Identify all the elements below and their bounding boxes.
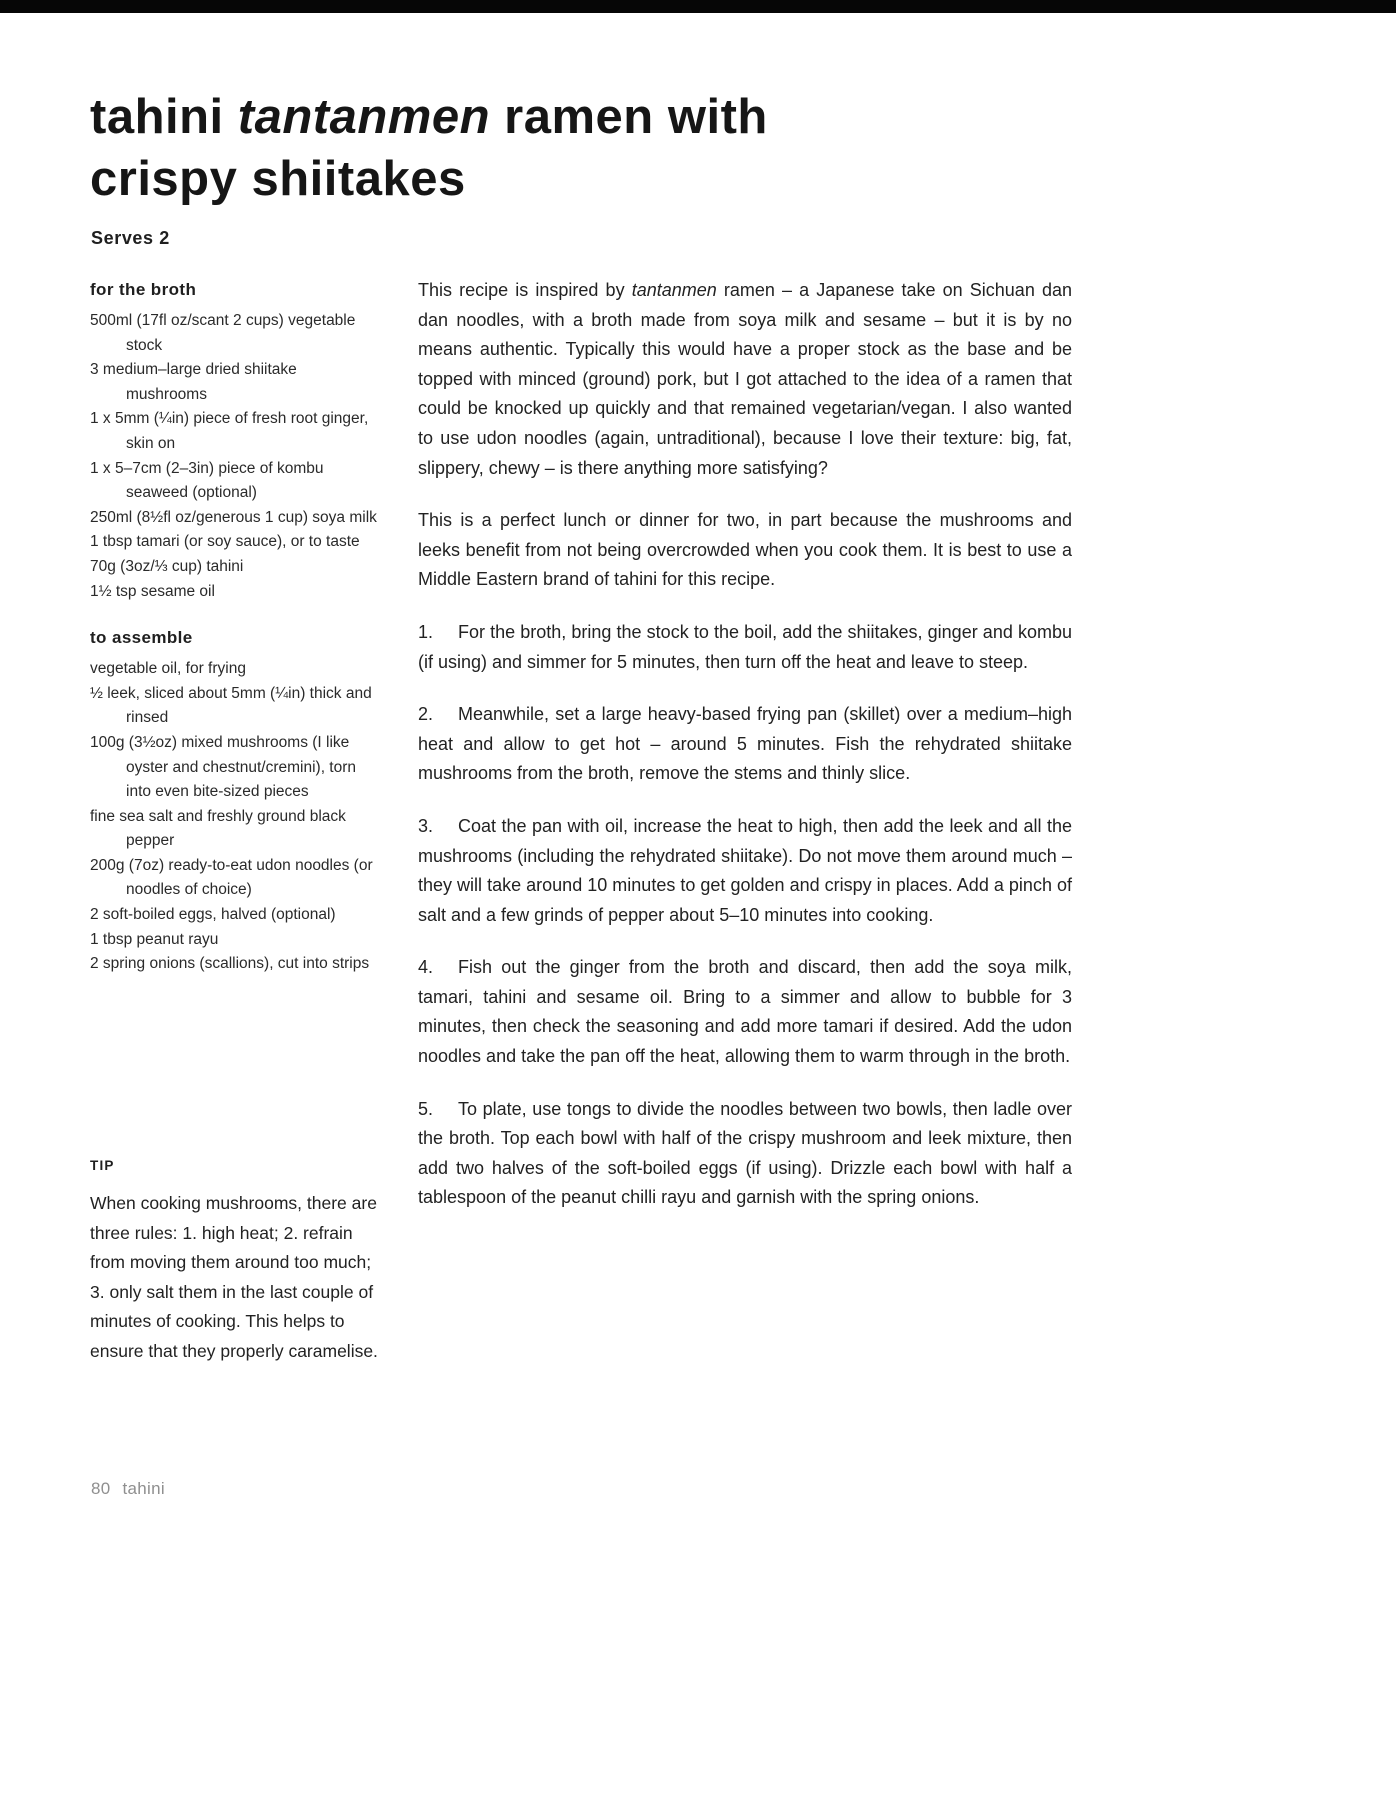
title-text: ramen with xyxy=(490,90,768,144)
ingredient-item: 200g (7oz) ready-to-eat udon noodles (or noodles of choice) xyxy=(90,856,373,899)
ingredients-list-broth xyxy=(90,309,382,604)
step-text: Meanwhile, set a large heavy-based frying pan (skillet) over a medium–high heat and allow to get hot – around 5 minutes. Fish the rehydrated shiitake mushrooms from the broth, remove the stems and thinly slice. xyxy=(418,704,1072,784)
ingredient-item: 3 medium–large dried shiitake mushrooms xyxy=(90,361,297,403)
tip-box xyxy=(90,1158,380,1366)
step-number: 3. xyxy=(418,815,434,836)
ingredient-item: 500ml (17fl oz/scant 2 cups) vegetable stock xyxy=(90,312,356,354)
title-line-1 xyxy=(90,90,768,144)
step-number: 2. xyxy=(418,704,434,725)
ingredient-item: 100g (3½oz) mixed mushrooms (I like oyster and chestnut/cremini), torn into even bite-sized pieces xyxy=(90,733,357,801)
step-number: 1. xyxy=(418,621,434,642)
ingredient-item: fine sea salt and freshly ground black pepper xyxy=(90,807,346,850)
recipe-step-1 xyxy=(418,618,1072,677)
top-black-bar xyxy=(0,0,1396,13)
step-number: 5. xyxy=(418,1098,434,1119)
intro-text: ramen – a Japanese take on Sichuan dan dan noodles, with a broth made from soya milk and sesame – but it is by no means authentic. Typically this would have a proper stock as the base and be topped with minced (ground) pork, but I got attached to the idea of a ramen that could be knocked up quickly and that remained vegetarian/vegan. I also wanted to use udon noodles (again, untraditional), because I love their texture: big, fat, slippery, chewy – is there anything more satisfying? xyxy=(418,280,1072,478)
ingredient-item: 1 tbsp peanut rayu xyxy=(90,930,219,948)
step-text: Fish out the ginger from the broth and discard, then add the soya milk, tamari, tahini and sesame oil. Bring to a simmer and allow to bubble for 3 minutes, then check the seasoning and add more tamari if desired. Add the udon noodles and take the pan off the heat, allowing them to warm through in the broth. xyxy=(418,957,1072,1067)
ingredients-heading-broth: for the broth xyxy=(90,280,197,299)
ingredient-item: ½ leek, sliced about 5mm (¼in) thick and rinsed xyxy=(90,684,372,727)
step-text: Coat the pan with oil, increase the heat to high, then add the leek and all the mushrooms (including the rehydrated shiitake). Do not move them around much – they will take around 10 minutes to get golden and crispy in places. Add a pinch of salt and a few grinds of pepper about 5–10 minutes into cooking. xyxy=(418,815,1072,925)
recipe-step-5 xyxy=(418,1095,1072,1213)
serves-label: Serves 2 xyxy=(91,228,170,248)
recipe-step-4 xyxy=(418,953,1072,1071)
ingredient-item: 1½ tsp sesame oil xyxy=(90,582,215,600)
intro-paragraph-1 xyxy=(418,276,1072,483)
book-title: tahini xyxy=(122,1479,165,1498)
title-text: tahini xyxy=(90,90,238,144)
ingredient-item: 250ml (8½fl oz/generous 1 cup) soya milk xyxy=(90,508,377,526)
ingredient-item: vegetable oil, for frying xyxy=(90,660,246,678)
ingredients-list-assemble xyxy=(90,657,382,977)
intro-text: This recipe is inspired by xyxy=(418,280,632,300)
intro-italic-word: tantanmen xyxy=(631,280,717,300)
step-text: To plate, use tongs to divide the noodles between two bowls, then ladle over the broth. Top each bowl with half of the crispy mushroom and leek mixture, then add two halves of the soft-boiled eggs (if using). Drizzle each bowl with half a tablespoon of the peanut chilli rayu and garnish with the spring onions. xyxy=(418,1098,1072,1208)
ingredient-item: 2 spring onions (scallions), cut into strips xyxy=(90,955,370,973)
step-number: 4. xyxy=(418,957,434,978)
ingredients-column xyxy=(90,280,382,1001)
title-line-2: crispy shiitakes xyxy=(90,152,466,206)
ingredients-section-broth xyxy=(90,280,382,604)
recipe-step-2 xyxy=(418,700,1072,789)
page-title xyxy=(90,86,990,210)
page-footer xyxy=(91,1479,165,1499)
method-column xyxy=(418,276,1072,1236)
ingredient-item: 2 soft-boiled eggs, halved (optional) xyxy=(90,906,336,924)
intro-paragraph-2: This is a perfect lunch or dinner for two, in part because the mushrooms and leeks benefit from not being overcrowded when you cook them. It is best to use a Middle Eastern brand of tahini for this recipe. xyxy=(418,510,1072,590)
page-number: 80 xyxy=(91,1479,111,1498)
title-italic-word: tantanmen xyxy=(237,90,491,144)
ingredients-heading-assemble: to assemble xyxy=(90,628,193,648)
step-text: For the broth, bring the stock to the boil, add the shiitakes, ginger and kombu (if using) and simmer for 5 minutes, then turn off the heat and leave to steep. xyxy=(418,621,1072,672)
ingredient-item: 1 x 5–7cm (2–3in) piece of kombu seaweed (optional) xyxy=(90,459,324,502)
ingredient-item: 1 tbsp tamari (or soy sauce), or to taste xyxy=(90,533,360,551)
tip-label: TIP xyxy=(90,1158,115,1173)
recipe-step-3 xyxy=(418,812,1072,930)
ingredients-section-assemble xyxy=(90,628,382,977)
tip-text: When cooking mushrooms, there are three rules: 1. high heat; 2. refrain from moving them around too much; 3. only salt them in the last couple of minutes of cooking. This helps to ensure that they properly caramelise. xyxy=(90,1193,378,1361)
ingredient-item: 70g (3oz/⅓ cup) tahini xyxy=(90,557,244,575)
ingredient-item: 1 x 5mm (¼in) piece of fresh root ginger, skin on xyxy=(90,410,369,452)
